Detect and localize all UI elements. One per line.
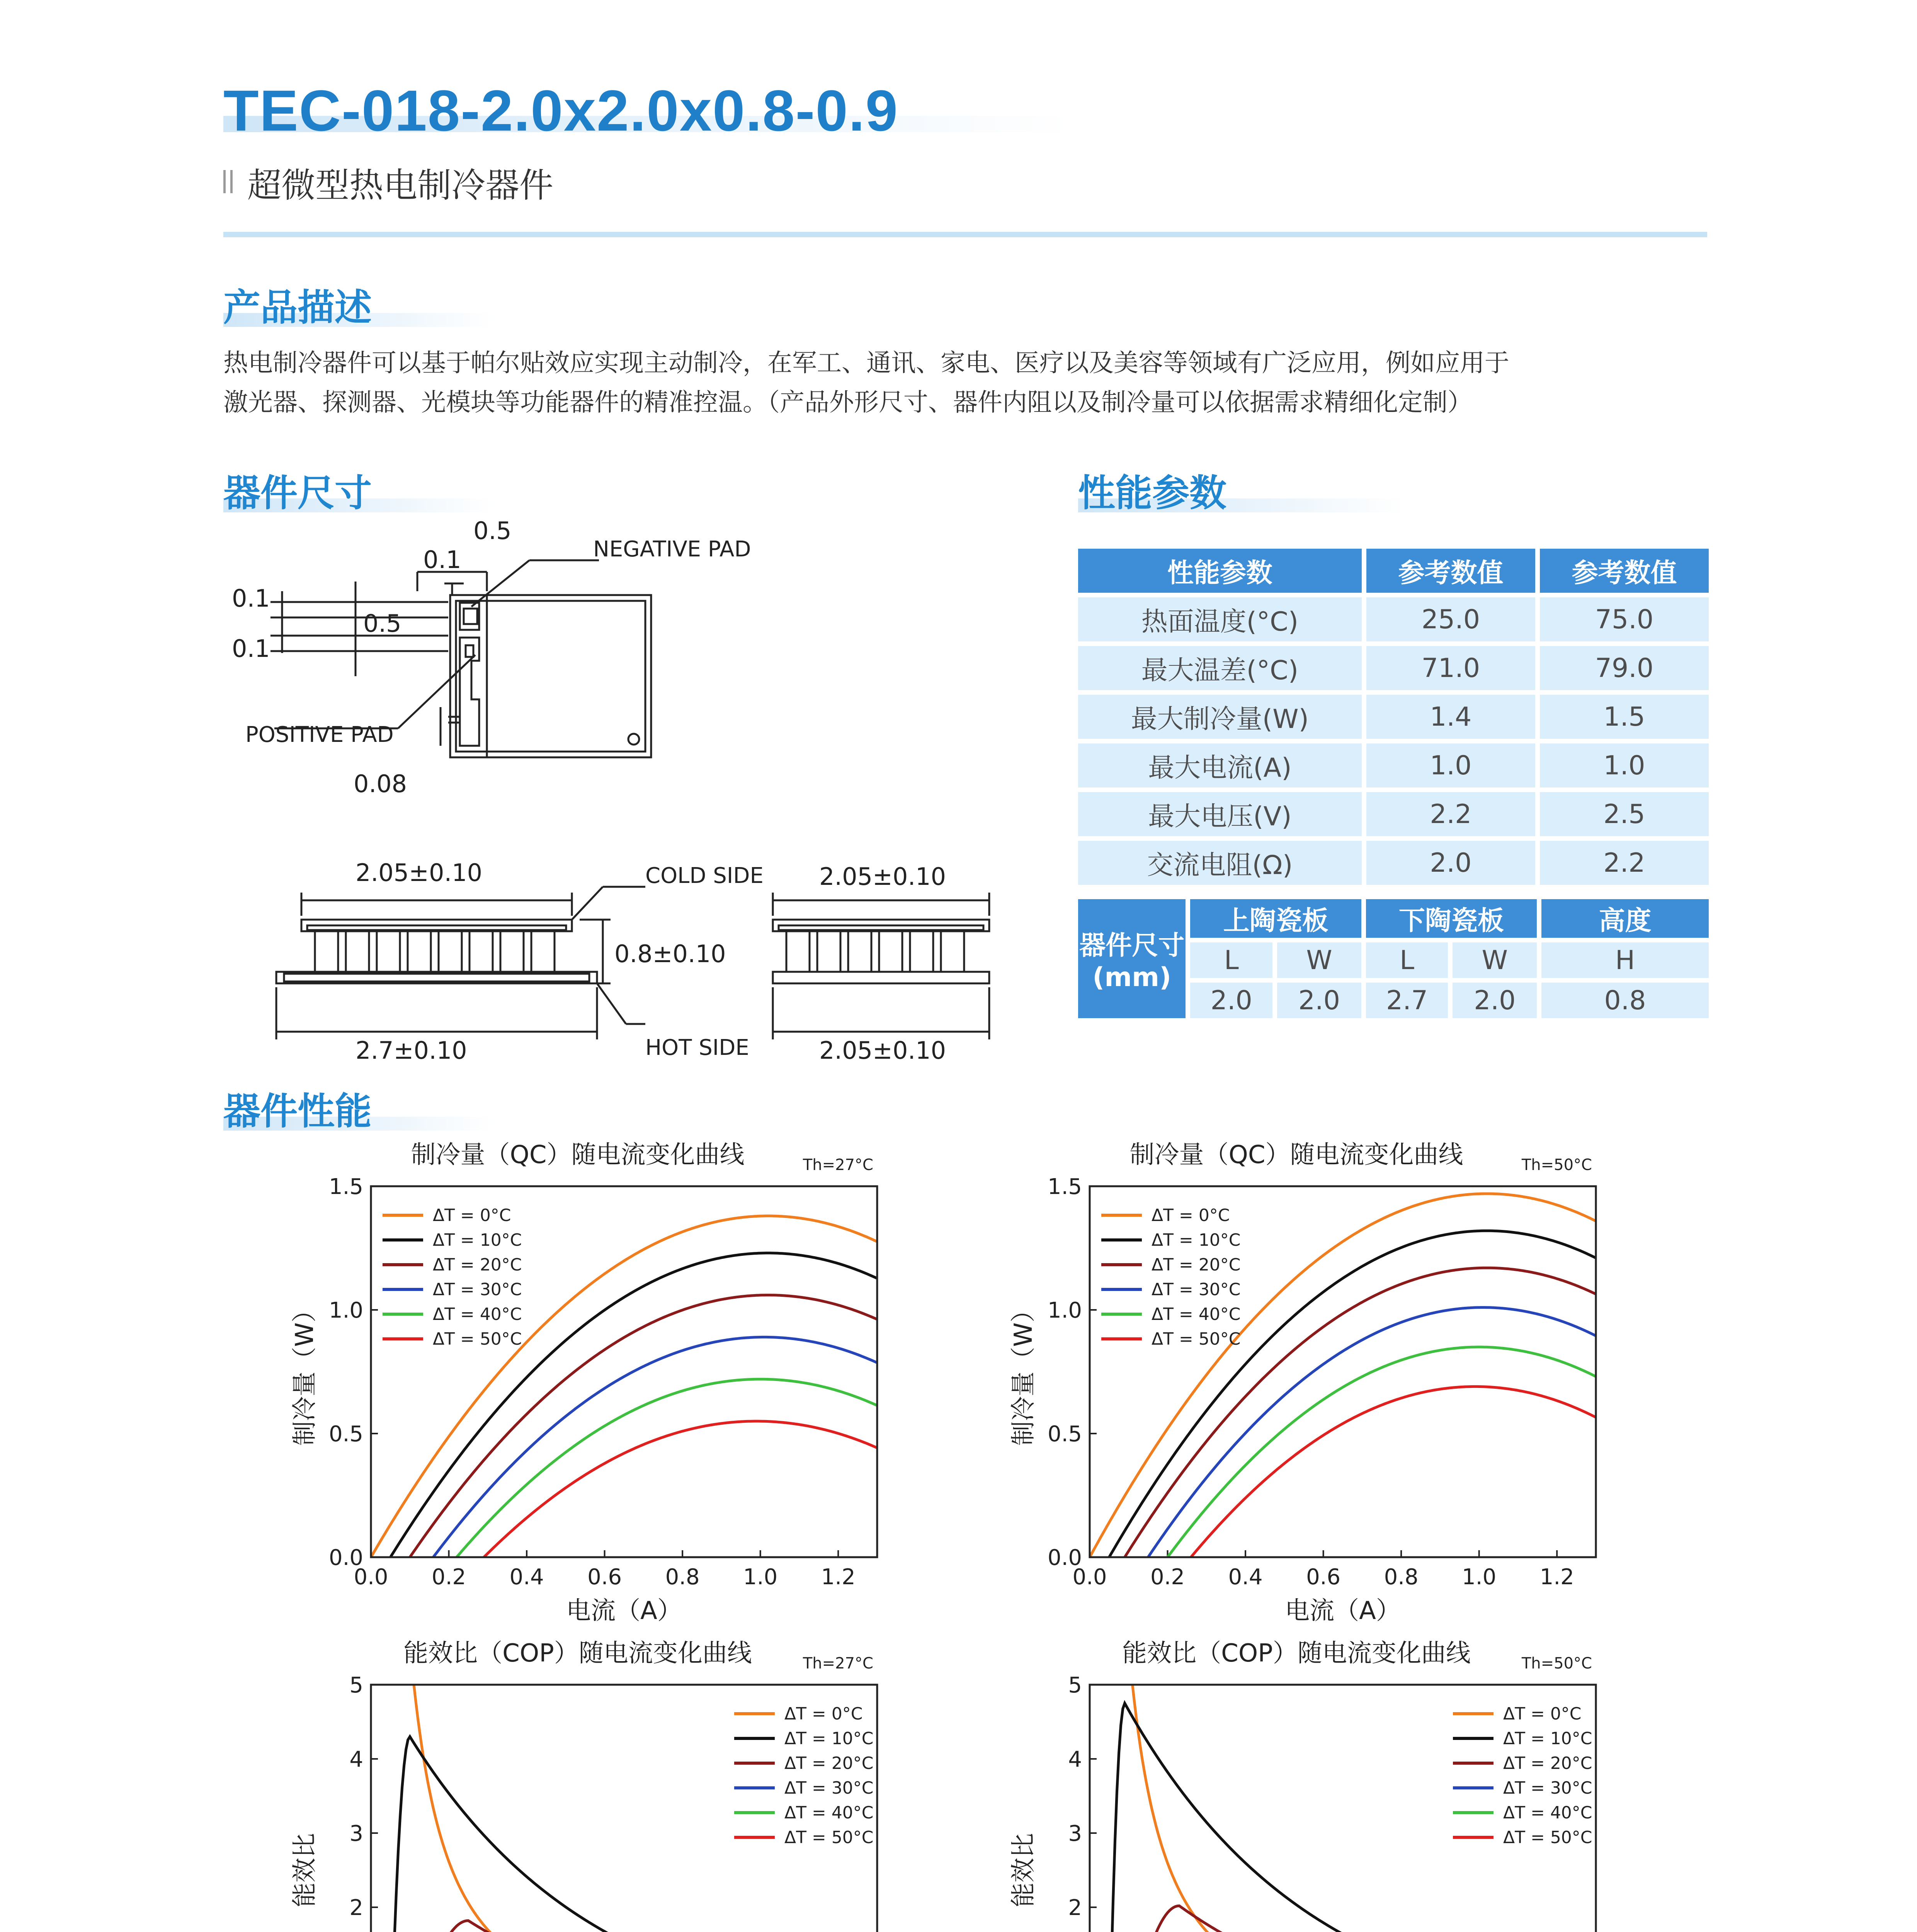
chart-title: 能效比（COP）随电流变化曲线	[403, 1639, 752, 1668]
legend-label: ΔT = 20°C	[1152, 1255, 1241, 1275]
description-line-1: 热电制冷器件可以基于帕尔贴效应实现主动制冷，在军工、通讯、家电、医疗以及美容等领域有广泛应用，例如应用于	[223, 349, 1509, 378]
table-cell: 最大温差(°C)	[1078, 646, 1362, 690]
x-tick-label: 0.6	[587, 1565, 622, 1590]
table-header: 参考数值	[1366, 549, 1535, 593]
x-tick-label: 1.2	[1539, 1565, 1574, 1590]
table-cell: 1.0	[1540, 743, 1709, 787]
header-divider	[223, 232, 1707, 237]
dim-cold-side: COLD SIDE	[645, 863, 764, 888]
x-tick-label: 1.2	[821, 1565, 856, 1590]
table-row	[1078, 695, 1709, 739]
table-header-row	[1078, 899, 1709, 938]
series-line	[484, 1421, 877, 1557]
x-tick-label: 0.0	[1072, 1565, 1107, 1590]
y-axis-label: 制冷量（W）	[1009, 1298, 1038, 1446]
table-cell: 2.0	[1277, 983, 1361, 1018]
table-header-row	[1078, 549, 1709, 593]
table-cell: 最大电流(A)	[1078, 743, 1362, 787]
table-header: 高度	[1541, 899, 1709, 938]
table-row	[1078, 597, 1709, 641]
dim-0-1-left-a: 0.1	[232, 584, 270, 612]
x-tick-label: 0.8	[665, 1565, 700, 1590]
series-line	[457, 1379, 877, 1557]
table-row	[1078, 743, 1709, 787]
table-cell: L	[1190, 942, 1272, 978]
chart-cop-50	[981, 1634, 1638, 1932]
dim-side2-bottom: 2.05±0.10	[819, 1036, 946, 1065]
table-header: 参考数值	[1540, 549, 1709, 593]
y-tick-label: 3	[1068, 1821, 1082, 1846]
x-tick-label: 1.0	[743, 1565, 778, 1590]
table-cell: 2.5	[1540, 792, 1709, 836]
table-cell: 1.0	[1366, 743, 1535, 787]
y-tick-label: 2	[1068, 1895, 1082, 1920]
table-header: 上陶瓷板	[1190, 899, 1361, 938]
table-cell: W	[1453, 942, 1537, 978]
y-tick-label: 0.0	[1047, 1545, 1082, 1570]
x-axis-label: 电流（A）	[566, 1597, 682, 1625]
x-tick-label: 0.4	[509, 1565, 544, 1590]
table-cell: 2.2	[1366, 792, 1535, 836]
dim-side1-top: 2.05±0.10	[356, 859, 483, 887]
table-cell: L	[1366, 942, 1448, 978]
table-cell: 75.0	[1540, 597, 1709, 641]
chart-title: 制冷量（QC）随电流变化曲线	[1129, 1141, 1463, 1169]
page-title: TEC-018-2.0x2.0x0.8-0.9	[223, 78, 899, 143]
x-tick-label: 0.2	[432, 1565, 466, 1590]
dim-hot-side: HOT SIDE	[645, 1035, 749, 1060]
chart-title: 制冷量（QC）随电流变化曲线	[411, 1141, 745, 1169]
legend-label: ΔT = 30°C	[1503, 1778, 1592, 1798]
y-tick-label: 5	[349, 1673, 363, 1698]
legend-label: ΔT = 20°C	[433, 1255, 522, 1275]
legend-label: ΔT = 40°C	[784, 1803, 874, 1823]
legend-label: ΔT = 50°C	[784, 1828, 874, 1847]
chart-condition: Th=50°C	[1521, 1156, 1592, 1174]
y-tick-label: 2	[349, 1895, 363, 1920]
table-cell: H	[1541, 942, 1709, 978]
x-tick-label: 0.0	[354, 1565, 388, 1590]
chart-cop-27	[263, 1634, 920, 1932]
top-view-labels	[216, 514, 1028, 846]
table-cell: 1.4	[1366, 695, 1535, 739]
x-tick-label: 0.8	[1384, 1565, 1419, 1590]
table-row	[1078, 841, 1709, 885]
x-tick-label: 0.6	[1306, 1565, 1341, 1590]
section-heading-description: 产品描述	[223, 286, 372, 329]
chart-qc-50	[981, 1136, 1638, 1631]
legend-label: ΔT = 0°C	[1503, 1704, 1582, 1724]
dim-side1-bottom: 2.7±0.10	[356, 1036, 467, 1065]
description-line-2: 激光器、探测器、光模块等功能器件的精准控温。（产品外形尺寸、器件内阻以及制冷量可以依据需求精细化定制）	[223, 388, 1472, 417]
table-cell: 2.2	[1540, 841, 1709, 885]
legend-label: ΔT = 20°C	[1503, 1753, 1592, 1773]
x-tick-label: 0.2	[1150, 1565, 1185, 1590]
table-cell: 71.0	[1366, 646, 1535, 690]
y-axis-label: 制冷量（W）	[291, 1298, 319, 1446]
dim-side1-height: 0.8±0.10	[614, 940, 726, 968]
x-tick-label: 0.4	[1228, 1565, 1263, 1590]
legend-label: ΔT = 50°C	[433, 1329, 522, 1349]
legend-label: ΔT = 10°C	[1152, 1230, 1241, 1250]
dim-0-1-top: 0.1	[423, 546, 461, 574]
legend-label: ΔT = 10°C	[1503, 1729, 1592, 1748]
legend-label: ΔT = 40°C	[433, 1304, 522, 1324]
legend-label: ΔT = 30°C	[433, 1280, 522, 1299]
legend-label: ΔT = 30°C	[784, 1778, 874, 1798]
table-header: 性能参数	[1078, 549, 1362, 593]
device-size-table	[1073, 895, 1713, 1023]
y-tick-label: 1.5	[1047, 1174, 1082, 1199]
legend-label: ΔT = 30°C	[1152, 1280, 1241, 1299]
legend-label: ΔT = 20°C	[784, 1753, 874, 1773]
legend-label: ΔT = 0°C	[784, 1704, 863, 1724]
y-tick-label: 4	[349, 1747, 363, 1772]
y-tick-label: 1.0	[328, 1298, 363, 1323]
section-heading-device-performance: 器件性能	[223, 1090, 372, 1133]
row-header	[1078, 899, 1186, 1018]
y-tick-label: 3	[349, 1821, 363, 1846]
dim-side2-top: 2.05±0.10	[819, 862, 946, 891]
section-heading-performance: 性能参数	[1078, 471, 1226, 515]
legend-label: ΔT = 0°C	[433, 1206, 511, 1225]
page-subtitle: 超微型热电制冷器件	[247, 165, 554, 205]
table-cell: 2.7	[1366, 983, 1448, 1018]
chart-condition: Th=27°C	[803, 1655, 873, 1672]
table-cell: 热面温度(°C)	[1078, 597, 1362, 641]
dim-0-1-left-b: 0.1	[232, 634, 270, 663]
label-negative-pad: NEGATIVE PAD	[593, 537, 751, 562]
dim-0-08: 0.08	[354, 770, 407, 798]
table-row	[1078, 792, 1709, 836]
series-line	[1191, 1386, 1596, 1557]
y-tick-label: 4	[1068, 1747, 1082, 1772]
x-axis-label: 电流（A）	[1285, 1597, 1401, 1625]
table-cell: 79.0	[1540, 646, 1709, 690]
table-cell: 2.0	[1190, 983, 1272, 1018]
table-cell: 交流电阻(Ω)	[1078, 841, 1362, 885]
y-tick-label: 0.5	[328, 1422, 363, 1447]
row-header-line2: (mm)	[1092, 962, 1172, 993]
y-axis-label: 能效比	[291, 1833, 319, 1907]
table-cell: W	[1277, 942, 1361, 978]
table-cell: 2.0	[1366, 841, 1535, 885]
legend-label: ΔT = 10°C	[784, 1729, 874, 1748]
y-tick-label: 0.5	[1047, 1422, 1082, 1447]
legend-label: ΔT = 40°C	[1503, 1803, 1592, 1823]
section-heading-dimensions: 器件尺寸	[223, 471, 372, 515]
y-tick-label: 1.0	[1047, 1298, 1082, 1323]
chart-condition: Th=50°C	[1521, 1655, 1592, 1672]
table-cell: 25.0	[1366, 597, 1535, 641]
table-cell: 最大电压(V)	[1078, 792, 1362, 836]
legend-label: ΔT = 40°C	[1152, 1304, 1241, 1324]
table-cell: 2.0	[1453, 983, 1537, 1018]
table-cell: 0.8	[1541, 983, 1709, 1018]
chart-qc-27	[263, 1136, 920, 1631]
chart-title: 能效比（COP）随电流变化曲线	[1122, 1639, 1471, 1668]
y-tick-label: 0.0	[328, 1545, 363, 1570]
table-row	[1078, 646, 1709, 690]
subtitle-marker	[223, 170, 226, 193]
label-positive-pad: POSITIVE PAD	[245, 722, 394, 747]
table-cell: 最大制冷量(W)	[1078, 695, 1362, 739]
dim-0-5-left: 0.5	[363, 609, 401, 638]
performance-table	[1073, 544, 1713, 889]
legend-label: ΔT = 0°C	[1152, 1206, 1230, 1225]
y-tick-label: 1.5	[328, 1174, 363, 1199]
table-header: 下陶瓷板	[1366, 899, 1537, 938]
chart-condition: Th=27°C	[803, 1156, 873, 1174]
row-header-line1: 器件尺寸	[1079, 930, 1185, 961]
legend-label: ΔT = 50°C	[1152, 1329, 1241, 1349]
y-axis-label: 能效比	[1009, 1833, 1038, 1907]
table-cell: 1.5	[1540, 695, 1709, 739]
legend-label: ΔT = 50°C	[1503, 1828, 1592, 1847]
y-tick-label: 5	[1068, 1673, 1082, 1698]
x-tick-label: 1.0	[1462, 1565, 1497, 1590]
legend-label: ΔT = 10°C	[433, 1230, 522, 1250]
dim-0-5-top: 0.5	[473, 517, 512, 545]
